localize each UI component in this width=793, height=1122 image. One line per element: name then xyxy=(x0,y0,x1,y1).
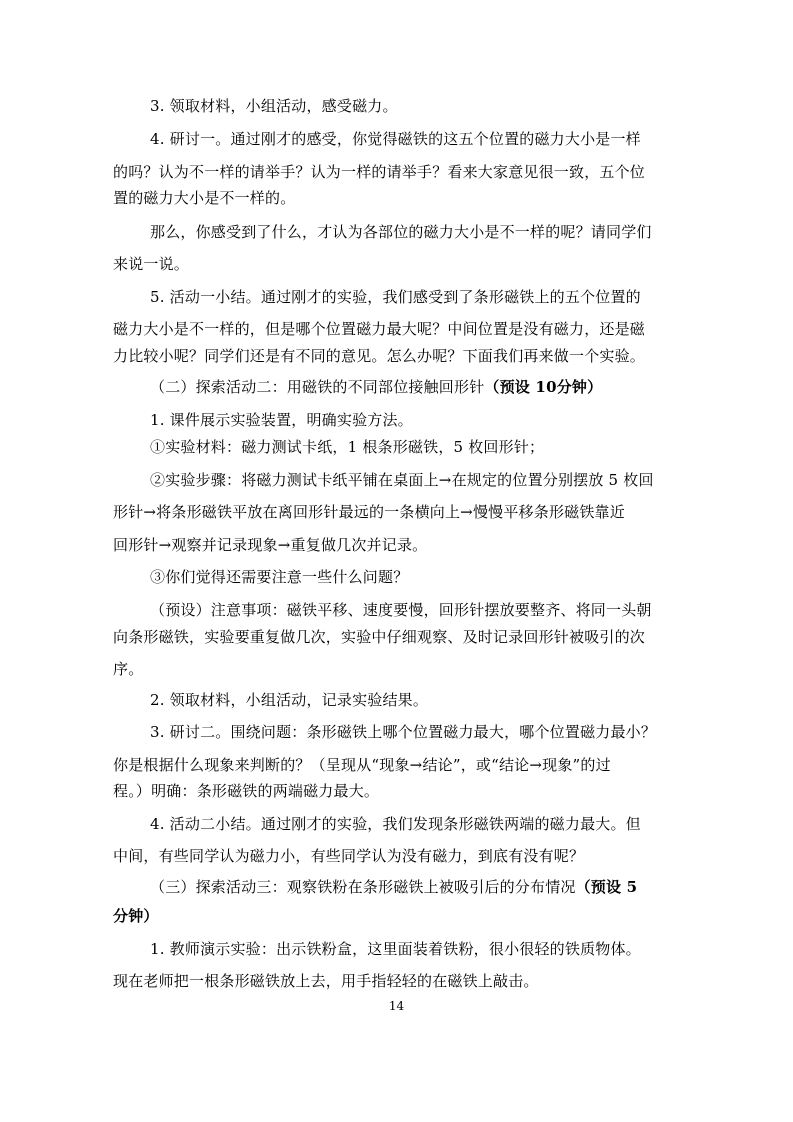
text-line: 置的磁力大小是不一样的。 xyxy=(113,189,296,207)
text-line: 向条形磁铁，实验要重复做几次，实验中仔细观察、及时记录回形针被吸引的次 xyxy=(113,628,646,646)
text-line: 序。 xyxy=(113,660,144,678)
text-line: 5. 活动一小结。通过刚才的实验，我们感受到了条形磁铁上的五个位置的 xyxy=(150,288,641,306)
text-line: 形针→将条形磁铁平放在离回形针最远的一条横向上→慢慢平移条形磁铁靠近 xyxy=(113,503,625,521)
text-line: 1. 课件展示实验装置，明确实验方法。 xyxy=(150,411,413,429)
section-heading: （三）探索活动三：观察铁粉在条形磁铁上被吸引后的分布情况（预设 5 xyxy=(150,878,638,896)
text-line: （预设）注意事项：磁铁平移、速度要慢，回形针摆放要整齐、将同一头朝 xyxy=(150,601,652,619)
text-line: ③你们觉得还需要注意一些什么问题？ xyxy=(150,568,409,586)
text-line: 3. 研讨二。围绕问题：条形磁铁上哪个位置磁力最大，哪个位置磁力最小？ xyxy=(150,723,657,741)
text-line: ②实验步骤：将磁力测试卡纸平铺在桌面上→在规定的位置分别摆放 5 枚回 xyxy=(150,471,654,489)
text-line: 2. 领取材料，小组活动，记录实验结果。 xyxy=(150,691,429,709)
text-line: 力比较小呢？同学们还是有不同的意见。怎么办呢？下面我们再来做一个实验。 xyxy=(113,347,646,365)
text-line: 现在老师把一根条形磁铁放上去，用手指轻轻的在磁铁上敲击。 xyxy=(113,972,539,990)
text-line: 的吗？认为不一样的请举手？认为一样的请举手？看来大家意见很一致，五个位 xyxy=(113,163,646,181)
text-line: 4. 研讨一。通过刚才的感受，你觉得磁铁的这五个位置的磁力大小是一样 xyxy=(150,130,641,148)
text-line: ①实验材料：磁力测试卡纸，1 根条形磁铁，5 枚回形针； xyxy=(150,438,545,456)
text-line: 中间，有些同学认为磁力小，有些同学认为没有磁力，到底有没有呢？ xyxy=(113,847,585,865)
section-heading: （二）探索活动二：用磁铁的不同部位接触回形针（预设 10分钟） xyxy=(150,378,603,396)
page-number: 14 xyxy=(388,999,405,1013)
text-line: 3. 领取材料，小组活动，感受磁力。 xyxy=(150,97,398,115)
text-line: 回形针→观察并记录现象→重复做几次并记录。 xyxy=(113,536,428,554)
text-line: 1. 教师演示实验：出示铁粉盒，这里面装着铁粉，很小很轻的铁质物体。 xyxy=(150,940,641,958)
text-line: 你是根据什么现象来判断的？（呈现从“现象→结论”，或“结论→现象”的过 xyxy=(113,756,611,774)
text-line: 磁力大小是不一样的，但是哪个位置磁力最大呢？中间位置是没有磁力，还是磁 xyxy=(113,320,646,338)
text-line: 那么，你感受到了什么，才认为各部位的磁力大小是不一样的呢？请同学们 xyxy=(150,223,652,241)
text-line: 程。）明确：条形磁铁的两端磁力最大。 xyxy=(113,782,380,800)
section-heading-continued: 分钟） xyxy=(113,907,159,925)
text-line: 4. 活动二小结。通过刚才的实验，我们发现条形磁铁两端的磁力最大。但 xyxy=(150,815,641,833)
text-line: 来说一说。 xyxy=(113,255,190,273)
